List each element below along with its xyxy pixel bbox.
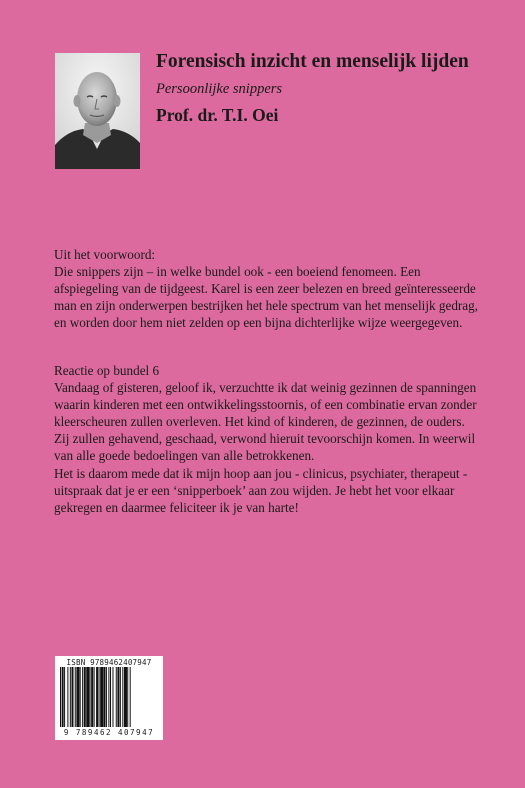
barcode	[55, 656, 163, 740]
barcode-bar	[110, 667, 111, 727]
isbn-digits: 9 789462 407947	[63, 728, 155, 737]
book-subtitle: Persoonlijke snippers	[156, 81, 283, 97]
reaction-section	[54, 362, 479, 516]
foreword-section	[54, 246, 479, 331]
barcode-bar	[62, 667, 64, 727]
author-photo	[55, 53, 140, 169]
barcode-bar	[122, 667, 123, 727]
barcode-bar	[108, 667, 109, 727]
author-name: Prof. dr. T.I. Oei	[156, 105, 279, 125]
barcode-bar	[86, 667, 89, 727]
barcode-bars	[60, 667, 158, 727]
reaction-heading: Reactie op bundel 6	[54, 363, 160, 378]
barcode-bar	[60, 667, 61, 727]
barcode-bar	[71, 667, 73, 727]
barcode-bar	[106, 667, 107, 727]
barcode-bar	[70, 667, 71, 727]
book-header	[156, 50, 496, 126]
barcode-bar	[76, 667, 79, 727]
barcode-bar	[112, 667, 113, 727]
barcode-bar	[67, 667, 68, 727]
isbn-label: ISBN 9789462407947	[66, 658, 152, 667]
barcode-bar	[84, 667, 86, 727]
reaction-paragraph-2: Het is daarom mede dat ik mijn hoop aan jou - clinicus, psychiater, therapeut - uitspraak dat je er een ‘snipperboek’ aan zou wijden. Je hebt het voor elkaar gekregen en daarmee feliciteer ik je van harte!	[54, 465, 468, 515]
author-portrait-image	[55, 53, 140, 169]
barcode-bar	[100, 667, 103, 727]
barcode-bar	[94, 667, 95, 727]
foreword-heading: Uit het voorwoord:	[54, 247, 156, 262]
barcode-bar	[124, 667, 127, 727]
barcode-bar	[103, 667, 105, 727]
barcode-bar	[90, 667, 91, 727]
barcode-bar	[80, 667, 81, 727]
barcode-bar	[117, 667, 119, 727]
barcode-bar	[91, 667, 93, 727]
foreword-text: Die snippers zijn – in welke bundel ook - een boeiend fenomeen. Een afspiegeling van de tijdgeest. Karel is een zeer belezen en breed geïnteresseerde man en zijn onderwerpen bestrijken het hele spectrum van het menselijk gedrag, en worden door hem niet zelden op een bijna dichterlijke wijze weergegeven.	[54, 264, 479, 331]
reaction-paragraph-1: Vandaag of gisteren, geloof ik, verzuchtte ik dat weinig gezinnen de spanningen waarin kinderen met een ontwikkelingsstoornis, of een combinatie ervan zonder kleerscheuren zullen overleven. Het kind of kinderen, de gezinnen, de ouders. Zij zullen gehavend, geschaad, verwond hieruit tevoorschijn komen. In weerwil van alle goede bedoelingen van alle betrokkenen.	[54, 380, 477, 464]
barcode-bar	[99, 667, 100, 727]
barcode-bar	[82, 667, 83, 727]
barcode-bar	[96, 667, 98, 727]
barcode-bar	[130, 667, 131, 727]
barcode-bar	[127, 667, 128, 727]
barcode-bar	[75, 667, 76, 727]
book-title: Forensisch inzicht en menselijk lijden	[156, 51, 469, 72]
barcode-bar	[120, 667, 121, 727]
barcode-bar	[64, 667, 65, 727]
barcode-bar	[116, 667, 117, 727]
